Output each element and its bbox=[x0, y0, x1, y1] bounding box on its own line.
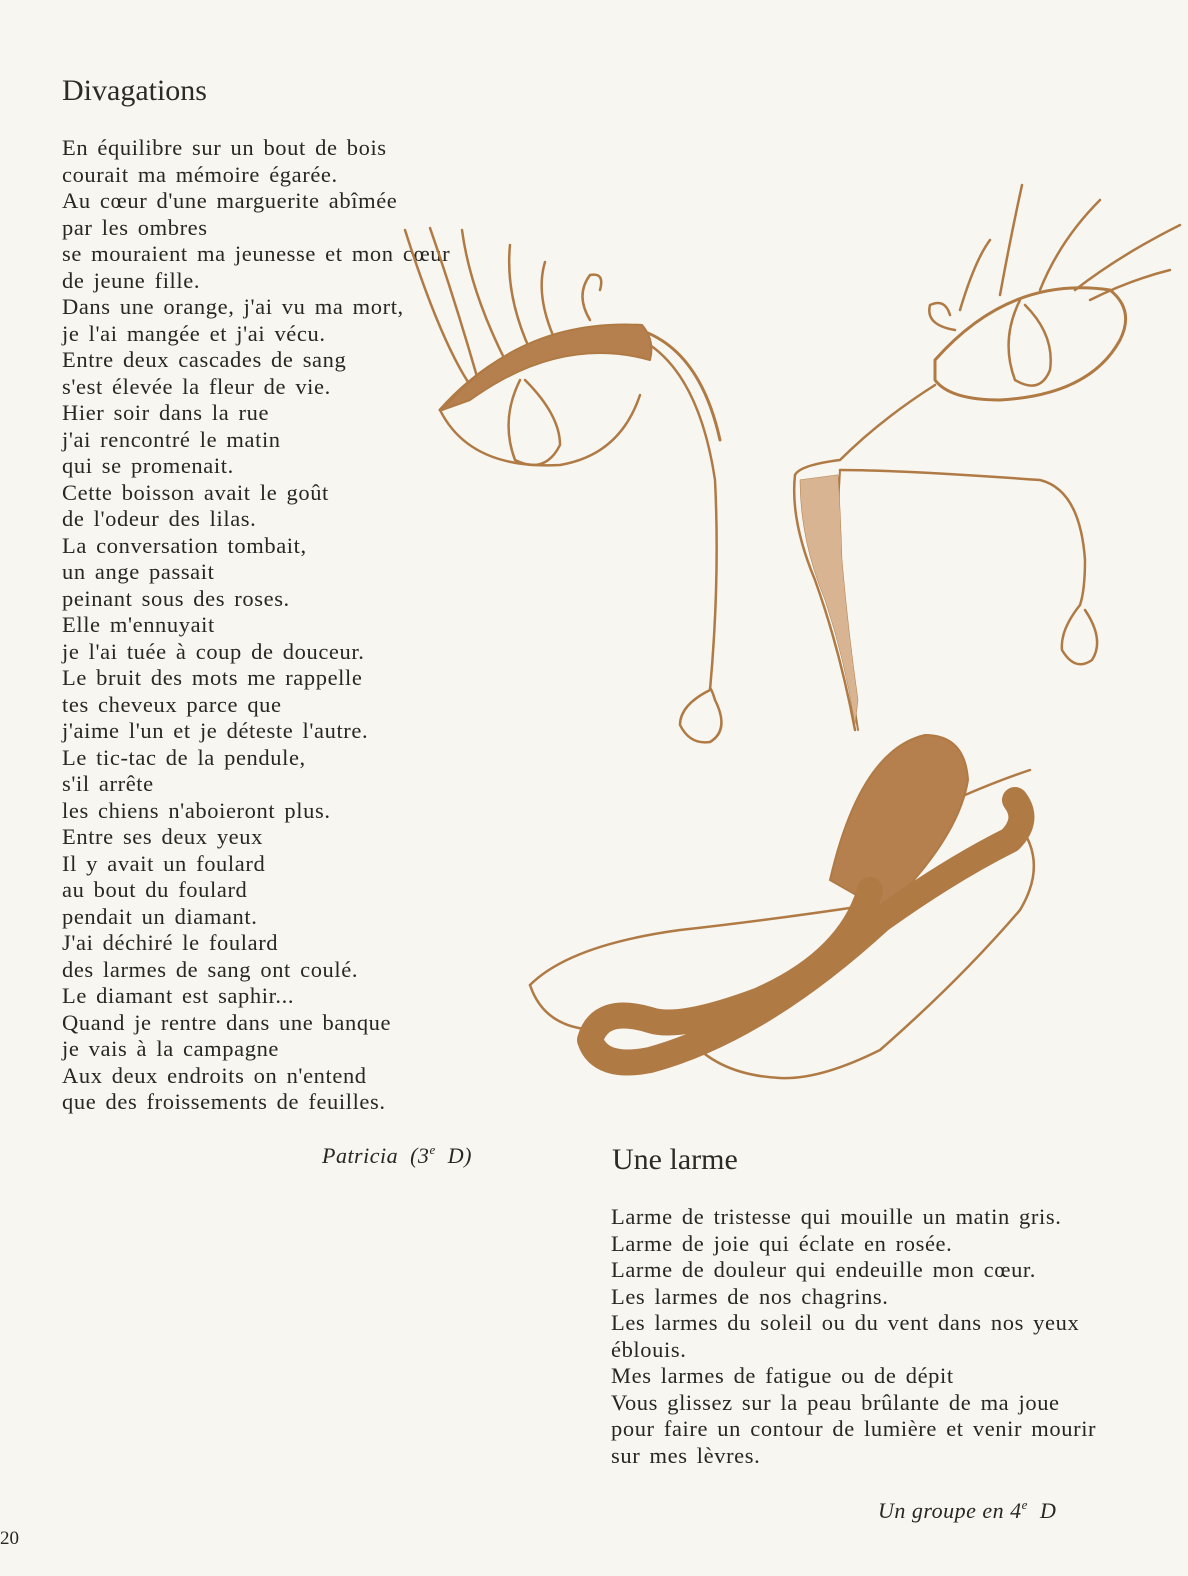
nose-drawing bbox=[794, 470, 858, 730]
poem-line: j'ai rencontré le matin bbox=[62, 426, 281, 452]
poem-line: que des froissements de feuilles. bbox=[62, 1089, 386, 1114]
poem-line: par les ombres bbox=[62, 214, 208, 240]
left-eye-drawing bbox=[405, 228, 721, 742]
poem-line: Vous glissez sur la peau brûlante de ma joue bbox=[611, 1389, 1060, 1415]
poem-line: Elle m'ennuyait bbox=[62, 612, 215, 637]
author-name: Patricia bbox=[322, 1143, 399, 1168]
right-eye-iris bbox=[1009, 300, 1051, 386]
poem-line: un ange passait bbox=[62, 559, 215, 584]
left-eye-lash bbox=[462, 230, 505, 360]
poem-line: de jeune fille. bbox=[62, 267, 201, 293]
poem-line: Le diamant est saphir... bbox=[62, 983, 295, 1008]
right-eye-curl bbox=[929, 303, 955, 330]
right-tear-line bbox=[840, 470, 1085, 605]
poem-line: En équilibre sur un bout de bois bbox=[62, 135, 387, 160]
left-eye-lash bbox=[542, 262, 555, 340]
poem-title-divagations: Divagations bbox=[62, 74, 207, 107]
nose-shading bbox=[800, 475, 858, 725]
right-eye-drawing bbox=[795, 185, 1180, 664]
poem-line: Entre ses deux yeux bbox=[62, 824, 263, 849]
poem-line: peinant sous des roses. bbox=[62, 585, 290, 611]
poem-line: je l'ai mangée et j'ai vécu. bbox=[62, 320, 326, 346]
poem-line: des larmes de sang ont coulé. bbox=[62, 956, 359, 982]
poem-line: Les larmes de nos chagrins. bbox=[611, 1283, 889, 1309]
author-group-class: D bbox=[1039, 1498, 1057, 1523]
poem-line: pour faire un contour de lumière et venir mourir bbox=[611, 1416, 1097, 1441]
right-eye-lash bbox=[1000, 185, 1022, 295]
right-eye-lash bbox=[1090, 270, 1170, 300]
poem-line: courait ma mémoire égarée. bbox=[62, 161, 338, 187]
poem-line: se mouraient ma jeunesse et mon cœur bbox=[62, 241, 451, 266]
author-class-sup: e bbox=[429, 1142, 436, 1157]
poem-line: les chiens n'aboieront plus. bbox=[62, 797, 331, 823]
mouth-stroke-main bbox=[590, 800, 1021, 1063]
poem-line: Entre deux cascades de sang bbox=[62, 347, 347, 372]
right-eye-lash bbox=[1075, 225, 1180, 290]
poem-line: s'est élevée la fleur de vie. bbox=[62, 373, 331, 399]
poem-line: au bout du foulard bbox=[62, 877, 248, 902]
right-tear-drop bbox=[1062, 605, 1097, 664]
mouth-drawing bbox=[530, 735, 1034, 1078]
poem-une-larme-author bbox=[878, 1497, 1056, 1524]
author-class-open: (3 bbox=[410, 1143, 430, 1168]
poem-line: sur mes lèvres. bbox=[611, 1442, 761, 1468]
left-eye-lower bbox=[440, 395, 640, 465]
poem-line: Il y avait un foulard bbox=[62, 850, 266, 876]
poem-title-une-larme: Une larme bbox=[612, 1143, 738, 1176]
poem-line: tes cheveux parce que bbox=[62, 691, 282, 717]
poem-line: Cette boisson avait le goût bbox=[62, 479, 329, 505]
poem-line: Aux deux endroits on n'entend bbox=[62, 1062, 367, 1088]
poem-line: de l'odeur des lilas. bbox=[62, 506, 257, 531]
right-eye-nose-line bbox=[795, 385, 935, 475]
poem-line: Mes larmes de fatigue ou de dépit bbox=[611, 1363, 954, 1388]
poem-line: je l'ai tuée à coup de douceur. bbox=[62, 638, 365, 664]
poem-line: Quand je rentre dans une banque bbox=[62, 1009, 392, 1035]
author-group: Un groupe en 4 bbox=[878, 1498, 1022, 1523]
poem-line: j'aime l'un et je déteste l'autre. bbox=[62, 718, 369, 743]
poem-line: pendait un diamant. bbox=[62, 903, 258, 929]
poem-line: Hier soir dans la rue bbox=[62, 400, 270, 425]
poem-line: Larme de douleur qui endeuille mon cœur. bbox=[611, 1257, 1037, 1282]
left-eye-iris bbox=[509, 380, 560, 465]
poem-line: Au cœur d'une marguerite abîmée bbox=[62, 188, 398, 213]
poem-line: Dans une orange, j'ai vu ma mort, bbox=[62, 294, 404, 319]
author-group-sup: e bbox=[1021, 1497, 1028, 1512]
right-eye-lash bbox=[960, 240, 990, 310]
right-eye-lash bbox=[1040, 200, 1100, 290]
poem-une-larme-text bbox=[611, 1204, 1096, 1469]
poem-line: Larme de tristesse qui mouille un matin gris. bbox=[611, 1204, 1062, 1229]
poem-line: Les larmes du soleil ou du vent dans nos yeux bbox=[611, 1310, 1080, 1335]
poem-line: éblouis. bbox=[611, 1336, 687, 1362]
poem-line: qui se promenait. bbox=[62, 453, 234, 478]
left-tear-drop bbox=[680, 688, 721, 742]
page-number: 20 bbox=[0, 1528, 19, 1549]
poem-line: La conversation tombait, bbox=[62, 532, 307, 558]
poem-line: s'il arrête bbox=[62, 771, 154, 796]
poem-line: J'ai déchiré le foulard bbox=[62, 930, 279, 955]
right-eye-outline bbox=[935, 288, 1126, 400]
poem-line: Le tic-tac de la pendule, bbox=[62, 744, 306, 770]
poem-line: Larme de joie qui éclate en rosée. bbox=[611, 1230, 953, 1256]
author-class-close: D) bbox=[447, 1143, 472, 1168]
poem-line: Le bruit des mots me rappelle bbox=[62, 665, 363, 690]
left-eye-lash bbox=[583, 275, 602, 320]
poem-line: je vais à la campagne bbox=[62, 1036, 280, 1061]
left-eye-lash bbox=[509, 245, 530, 350]
